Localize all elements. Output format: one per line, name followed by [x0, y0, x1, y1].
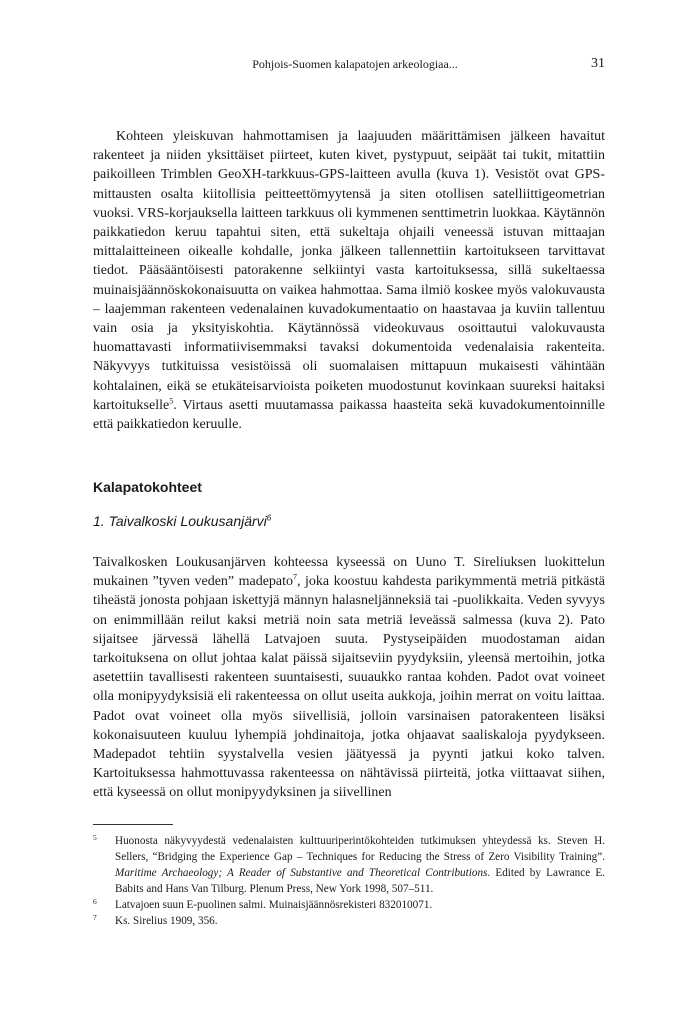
body-paragraph-2 — [93, 553, 605, 803]
paragraph-2-text-b: , joka koostuu kahdesta parikymmentä metriä pitkästä tiheästä jonosta pohjaan iskettyjä männyn halasneljänneksiä tai -puolikkaita. Veden syvyys on enimmillään reilut kaksi metriä noin sata metriä leveässä salmessa (kuva 2). Pato sijaitsee järvessä lähellä Latvajoen suuta. Pystyseipäiden muodostaman aidan tarkoituksena on ollut johtaa kalat päissä sijaitseviin pyydyksiin, yleensä mertoihin, jotka asetettiin tavallisesti rakenteen suuntaisesti, suuaukko rantaa kohden. Padot ovat voineet olla monipyydyksisiä eli rakenteessa on ollut useita aukkoja, joihin merrat on voitu laittaa. Padot ovat voineet olla myös siivellisiä, jolloin varsinaisen patorakenteen lisäksi kokonaisuuteen kuuluu lyhempiä johdinaitoja, jotka ohjaavat saaliskaloja pyydykseen. Madepadot tehtiin syystalvella vesien jäätyessä ja pyynti jatkui koko talven. Kartoituksessa hahmottuvassa rakenteessa on nähtävissä piirteitä, jotka viittaavat siihen, että kyseessä on ollut monipyydyksinen ja siivellinen — [93, 574, 605, 801]
document-page — [93, 0, 605, 1014]
footnote-number: 7 — [93, 913, 97, 922]
footnote-ref-6[interactable]: 6 — [266, 513, 272, 523]
footnote-5 — [93, 833, 605, 897]
subsection-heading-text: 1. Taivalkoski Loukusanjärvi — [93, 513, 267, 529]
running-header — [93, 54, 605, 74]
page-number: 31 — [591, 56, 605, 71]
footnote-text: Latvajoen suun E-puolinen salmi. Muinaisjäännösrekisteri 832010071. — [115, 899, 433, 911]
footnotes — [93, 833, 605, 929]
running-title: Pohjois-Suomen kalapatojen arkeologiaa... — [252, 57, 458, 71]
paragraph-1-tail: . Virtaus asetti muutamassa paikassa haasteita sekä kuvadokumentoinnille että paikkatiedon keruulle. — [93, 397, 605, 433]
footnote-7 — [93, 913, 605, 929]
paragraph-1-text: Kohteen yleiskuvan hahmottamisen ja laajuuden määrittämisen jälkeen havaitut rakenteet ja niiden yksittäiset piirteet, kuten kivet, pystypuut, seipäät tai tukit, mitattiin paikoilleen Trimblen GeoXH-tarkkuus-GPS-laitteen avulla (kuva 1). Vesistöt ovat GPS-mittausten osalta kiitollisia peitteettömyytensä ja siten otollisen satelliittigeometrian vuoksi. VRS-korjauksella laitteen tarkkuus oli kymmenen senttimetrin luokkaa. Käytännön paikkatiedon keruu tapahtui siten, että sukeltaja ohjaili veneessä istuvan mittaajan mittalaitteineen oikealle kohdalle, jonka jälkeen tallennettiin kartoitukseen tarvittavat tiedot. Pääsääntöisesti patorakenne selkiintyi vasta kartoituksessa, sillä sukeltaessa muinaisjäännöskokonaisuutta on vaikea hahmottaa. Sama ilmiö koskee myös valokuvausta – laajemman rakenteen vedenalainen kuvadokumentaatio on haastavaa ja kuviin tallentuu vain osia ja yksityiskohtia. Käytännössä videokuvaus osoittautui valokuvausta huomattavasti informatiivisemmaksi tavaksi dokumentoida vedenalaisia rakenteita. Näkyvyys tutkituissa vesistöissä oli suomalaisen mittapuun mukaisesti vähintään kohtalainen, eikä se etukäteisarvioista poiketen muodostunut kovinkaan suureksi haitaksi kartoitukselle — [93, 129, 605, 413]
footnote-ref-7[interactable]: 7 — [293, 572, 298, 582]
body-paragraph-1 — [93, 127, 605, 434]
footnote-text: Huonosta näkyvyydestä vedenalaisten kulttuuriperintökohteiden tutkimuksen yhteydessä ks. Steven H. Sellers, “Bridging the Experience Gap – Techniques for Reducing the Stress of Zero Visibility Training”. — [115, 835, 605, 863]
footnote-italic-title: Maritime Archaeology; A Reader of Substantive and Theoretical Contributions — [115, 867, 488, 879]
footnote-ref-5[interactable]: 5 — [169, 396, 174, 406]
footnote-text-tail: . Edited by Lawrance E. Babits and Hans Van Tilburg. Plenum Press, New York 1998, 507–511. — [115, 867, 606, 895]
footnote-number: 5 — [93, 833, 97, 842]
footnote-divider — [93, 824, 173, 825]
footnote-text: Ks. Sirelius 1909, 356. — [115, 915, 218, 927]
footnote-number: 6 — [93, 897, 97, 906]
footnote-6 — [93, 897, 605, 913]
section-heading: Kalapatokohteet — [93, 479, 202, 495]
paragraph-2-text-a: Taivalkosken Loukusanjärven kohteessa kyseessä on Uuno T. Sireliuksen luokittelun mukainen ”tyven veden” madepato — [93, 555, 605, 590]
subsection-heading — [93, 513, 271, 529]
